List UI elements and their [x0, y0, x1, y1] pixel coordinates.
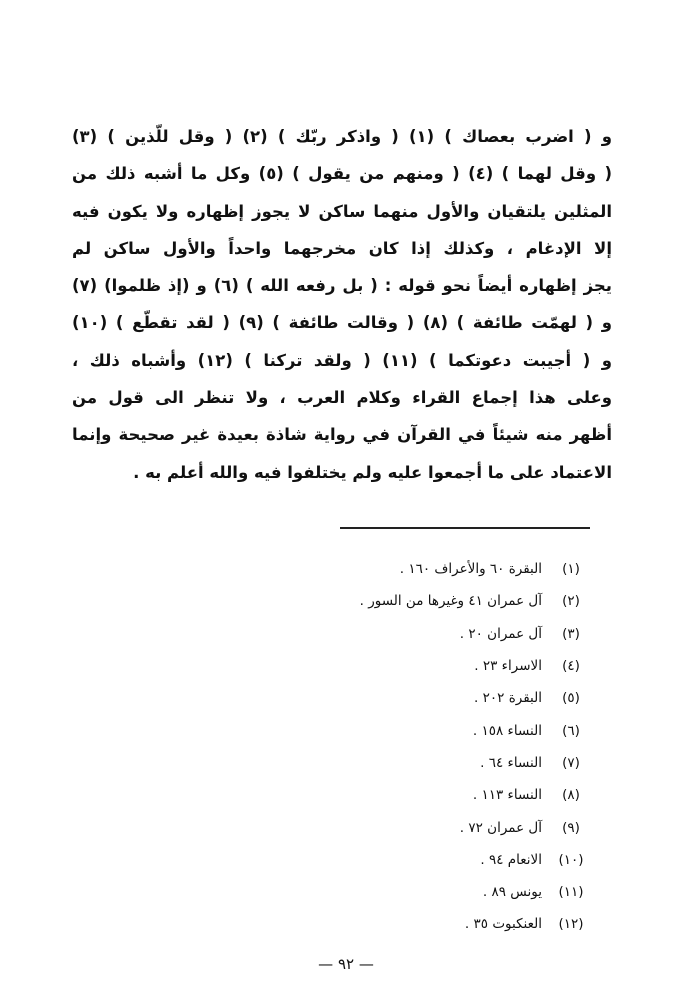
footnote-number: (٦)	[562, 722, 580, 739]
footnote-item	[230, 811, 590, 843]
text-line: إلا الإدغام ، وكذلك إذا كان مخرجهما واحداً والأول ساكن لم	[72, 238, 612, 258]
text-line: يجز إظهاره أيضاً نحو قوله : ( بل رفعه الله ) (٦) و (إذ ظلموا) (٧)	[72, 276, 612, 296]
footnote-item	[230, 585, 590, 617]
footnote-item	[230, 876, 590, 908]
footnote-item	[230, 650, 590, 682]
main-text-block	[72, 118, 612, 491]
footnote-number: (٥)	[562, 690, 580, 707]
footnote-number: (٧)	[562, 754, 580, 771]
footnote-number: (٣)	[562, 625, 580, 642]
footnote-number: (٩)	[562, 819, 580, 836]
footnote-item	[230, 553, 590, 585]
footnote-text: الانعام ٩٤ .	[480, 851, 542, 868]
footnote-number: (١٢)	[558, 916, 584, 933]
text-line: وعلى هذا إجماع القراء وكلام العرب ، ولا تنظر الى قول من	[72, 388, 612, 408]
text-line: و ( أجيبت دعوتكما ) (١١) ( ولقد تركنا ) (١٢) وأشباه ذلك ،	[72, 350, 612, 370]
footnote-item	[230, 747, 590, 779]
footnote-number: (١١)	[558, 884, 584, 901]
footnote-number: (٢)	[562, 593, 580, 610]
footnote-item	[230, 844, 590, 876]
footnote-text: البقرة ٢٠٢ .	[474, 690, 542, 707]
footnote-text: النساء ١١٣ .	[472, 787, 542, 804]
footnote-number: (١٠)	[558, 851, 584, 868]
footnote-text: يونس ٨٩ .	[482, 884, 542, 901]
footnote-text: آل عمران ٤١ وغيرها من السور .	[359, 593, 542, 610]
footnote-text: الاسراء ٢٣ .	[474, 658, 542, 675]
text-line: و ( لهمّت طائفة ) (٨) ( وقالت طائفة ) (٩) ( لقد تقطّع ) (١٠)	[72, 313, 612, 333]
footnote-item	[230, 714, 590, 746]
text-line: ( وقل لهما ) (٤) ( ومنهم من يقول ) (٥) وكل ما أشبه ذلك من	[72, 164, 612, 184]
footnote-item	[230, 779, 590, 811]
text-line: المثلين يلتقيان والأول منهما ساكن لا يجوز إظهاره ولا يكون فيه	[72, 201, 612, 221]
footnote-text: البقرة ٦٠ والأعراف ١٦٠ .	[399, 561, 542, 578]
footnote-item	[230, 682, 590, 714]
footnote-text: آل عمران ٧٢ .	[459, 819, 542, 836]
footnote-number: (٨)	[562, 787, 580, 804]
footnote-number: (١)	[562, 561, 580, 578]
footnote-text: النساء ١٥٨ .	[472, 722, 542, 739]
page-number: — ٩٢ —	[318, 955, 374, 973]
footnotes-list	[230, 553, 590, 941]
text-line: أظهر منه شيئاً في القرآن في رواية شاذة بعيدة غير صحيحة وإنما	[72, 425, 612, 445]
footnote-text: آل عمران ٢٠ .	[459, 625, 542, 642]
footnote-item	[230, 908, 590, 940]
footnote-item	[230, 618, 590, 650]
text-line: و ( اضرب بعصاك ) (١) ( واذكر ربّك ) (٢) ( وقل للّذين ) (٣)	[72, 127, 612, 146]
footnote-number: (٤)	[562, 658, 580, 675]
footnote-separator	[340, 527, 590, 529]
footnote-text: النساء ٦٤ .	[480, 754, 542, 771]
footnote-text: العنكبوت ٣٥ .	[464, 916, 542, 933]
text-line: الاعتماد على ما أجمعوا عليه ولم يختلفوا فيه والله أعلم به .	[133, 462, 612, 482]
